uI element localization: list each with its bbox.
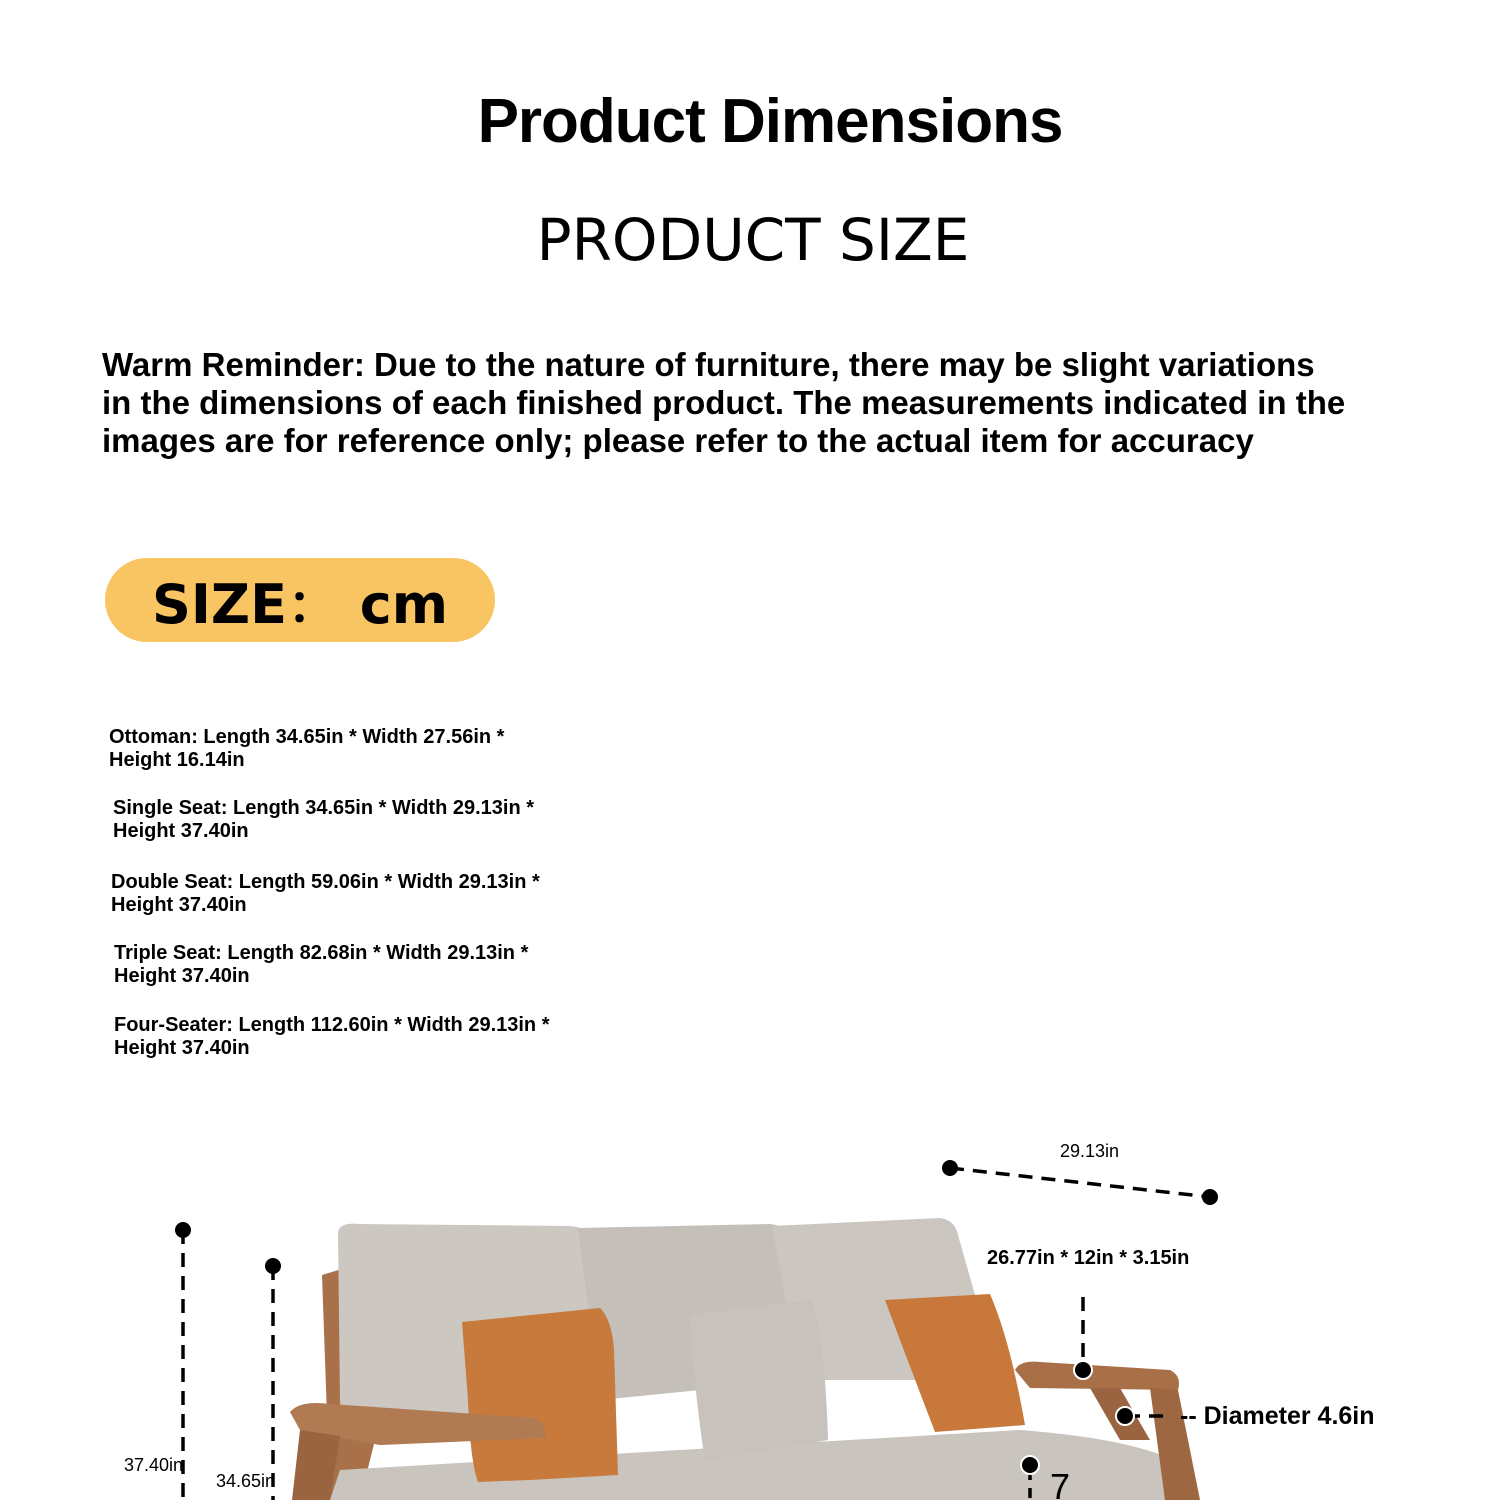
size-unit-badge: SIZE： cm	[105, 558, 495, 642]
diameter-label: -- Diameter 4.6in	[1180, 1402, 1375, 1430]
partial-dimension-label: 7	[1050, 1466, 1071, 1507]
seat-height-label: 34.65in	[216, 1471, 276, 1491]
dimension-endpoint	[1021, 1456, 1039, 1474]
armrest-size-label: 26.77in * 12in * 3.15in	[987, 1247, 1190, 1269]
spec-line: Triple Seat: Length 82.68in * Width 29.13in *	[114, 942, 529, 964]
reminder-line-1: Warm Reminder: Due to the nature of furniture, there may be slight variations	[102, 346, 1315, 383]
dimension-endpoint	[1074, 1361, 1092, 1379]
depth-label: 29.13in	[1060, 1141, 1120, 1161]
spec-line: Height 37.40in	[114, 965, 250, 987]
dimension-endpoint	[265, 1258, 281, 1274]
depth-dimension	[942, 1160, 1218, 1205]
dimension-endpoint	[942, 1160, 958, 1176]
right-armrest	[1015, 1362, 1179, 1390]
spec-line: Four-Seater: Length 112.60in * Width 29.13in *	[114, 1014, 550, 1036]
spec-line: Height 37.40in	[114, 1037, 250, 1059]
spec-line: Height 37.40in	[113, 820, 249, 842]
dimension-endpoint	[1202, 1189, 1218, 1205]
spec-line: Height 37.40in	[111, 894, 247, 916]
seat-height-dimension	[265, 1258, 281, 1500]
spec-line: Single Seat: Length 34.65in * Width 29.13in *	[113, 797, 535, 819]
spec-line: Ottoman: Length 34.65in * Width 27.56in *	[109, 726, 505, 748]
dimension-endpoint	[1116, 1407, 1134, 1425]
dimension-endpoint	[175, 1222, 191, 1238]
spec-line: Height 16.14in	[109, 749, 245, 771]
orange-pillow-left	[462, 1308, 618, 1482]
armrest-pointer	[1074, 1297, 1092, 1379]
gray-pillow-center	[690, 1300, 828, 1460]
section-subtitle: PRODUCT SIZE	[536, 206, 970, 274]
reminder-line-3: images are for reference only; please refer to the actual item for accuracy	[102, 422, 1254, 459]
height-label: 37.40in	[124, 1455, 184, 1475]
reminder-line-2: in the dimensions of each finished product. The measurements indicated in the	[102, 384, 1346, 421]
page-title: Product Dimensions	[477, 87, 1063, 156]
spec-line: Double Seat: Length 59.06in * Width 29.13in *	[111, 871, 540, 893]
